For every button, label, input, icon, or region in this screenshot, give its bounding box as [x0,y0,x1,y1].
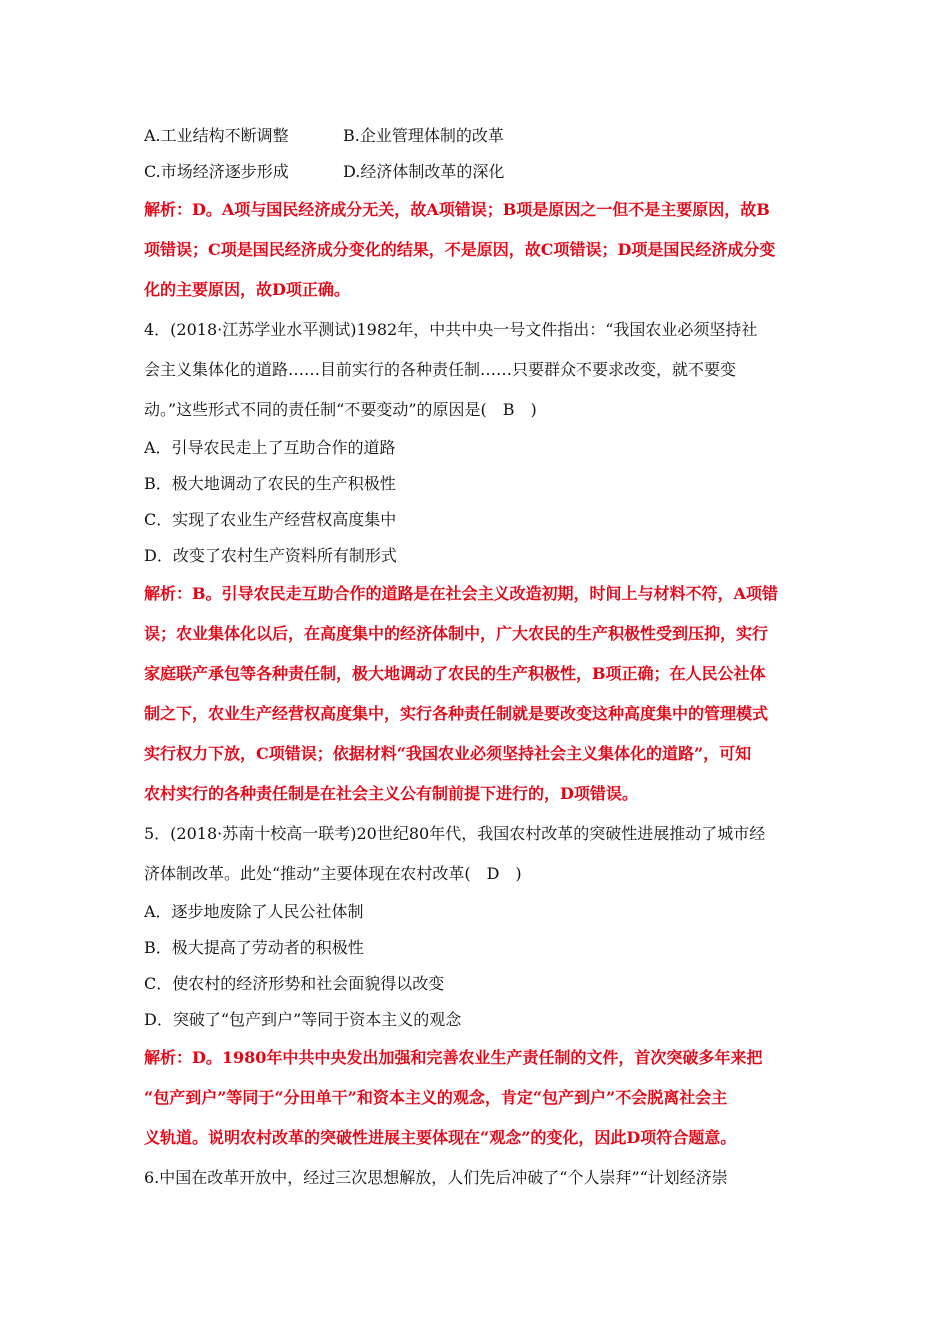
option-b: B．极大地调动了农民的生产积极性 [144,474,396,493]
q3-options-row-2 [144,154,810,190]
option-d: D．改变了农村生产资料所有制形式 [144,546,397,565]
question-line: 6.中国在改革开放中，经过三次思想解放，人们先后冲破了“个人崇拜”“计划经济崇 [144,1168,728,1187]
q5-options [144,894,810,1038]
analysis-line: 误；农业集体化以后，在高度集中的经济体制中，广大农民的生产积极性受到压抑，实行 [144,624,769,643]
option-c: C．使农村的经济形势和社会面貌得以改变 [144,974,445,993]
question-line: 动。”这些形式不同的责任制“不要变动”的原因是( B ) [144,400,537,419]
option-b: B．极大提高了劳动者的积极性 [144,938,364,957]
q6-stem [144,1158,810,1198]
analysis-line: “包产到户”等同于“分田单干”和资本主义的观念，肯定“包产到户”不会脱离社会主 [144,1088,728,1107]
q3-option-c: C.市场经济逐步形成 [144,162,289,181]
q5-stem [144,814,810,894]
q4-options [144,430,810,574]
q4-stem [144,310,810,430]
question-line: 4．(2018·江苏学业水平测试)1982年，中共中央一号文件指出：“我国农业必须坚持社 [144,320,758,339]
analysis-line: 项错误；C项是国民经济成分变化的结果，不是原因，故C项错误；D项是国民经济成分变 [144,240,776,259]
q3-option-a: A.工业结构不断调整 [144,126,289,145]
option-d: D．突破了“包产到户”等同于资本主义的观念 [144,1010,462,1029]
analysis-line: 解析：B。引导农民走互助合作的道路是在社会主义改造初期，时间上与材料不符，A项错 [144,584,778,603]
question-line: 济体制改革。此处“推动”主要体现在农村改革( D ) [144,864,522,883]
q3-analysis [144,190,810,310]
q5-analysis [144,1038,810,1158]
question-line: 会主义集体化的道路……目前实行的各种责任制……只要群众不要求改变，就不要变 [144,360,737,379]
analysis-line: 解析：D。1980年中共中央发出加强和完善农业生产责任制的文件，首次突破多年来把 [144,1048,763,1067]
option-c: C．实现了农业生产经营权高度集中 [144,510,397,529]
option-a: A．引导农民走上了互助合作的道路 [144,438,396,457]
q4-analysis [144,574,810,814]
analysis-line: 解析：D。A项与国民经济成分无关，故A项错误；B项是原因之一但不是主要原因，故B [144,200,770,219]
question-line: 5．(2018·苏南十校高一联考)20世纪80年代，我国农村改革的突破性进展推动了城市经 [144,824,766,843]
q3-options-row-1 [144,118,810,154]
analysis-line: 实行权力下放，C项错误；依据材料“我国农业必须坚持社会主义集体化的道路”，可知 [144,744,752,763]
option-a: A．逐步地废除了人民公社体制 [144,902,364,921]
analysis-line: 家庭联产承包等各种责任制，极大地调动了农民的生产积极性，B项正确；在人民公社体 [144,664,766,683]
analysis-line: 制之下，农业生产经营权高度集中，实行各种责任制就是要改变这种高度集中的管理模式 [144,704,769,723]
analysis-line: 义轨道。说明农村改革的突破性进展主要体现在“观念”的变化，因此D项符合题意。 [144,1128,737,1147]
analysis-line: 化的主要原因，故D项正确。 [144,280,350,299]
q3-option-d: D.经济体制改革的深化 [343,162,505,181]
q3-option-b: B.企业管理体制的改革 [343,126,504,145]
document-content [144,118,810,1198]
analysis-line: 农村实行的各种责任制是在社会主义公有制前提下进行的，D项错误。 [144,784,638,803]
